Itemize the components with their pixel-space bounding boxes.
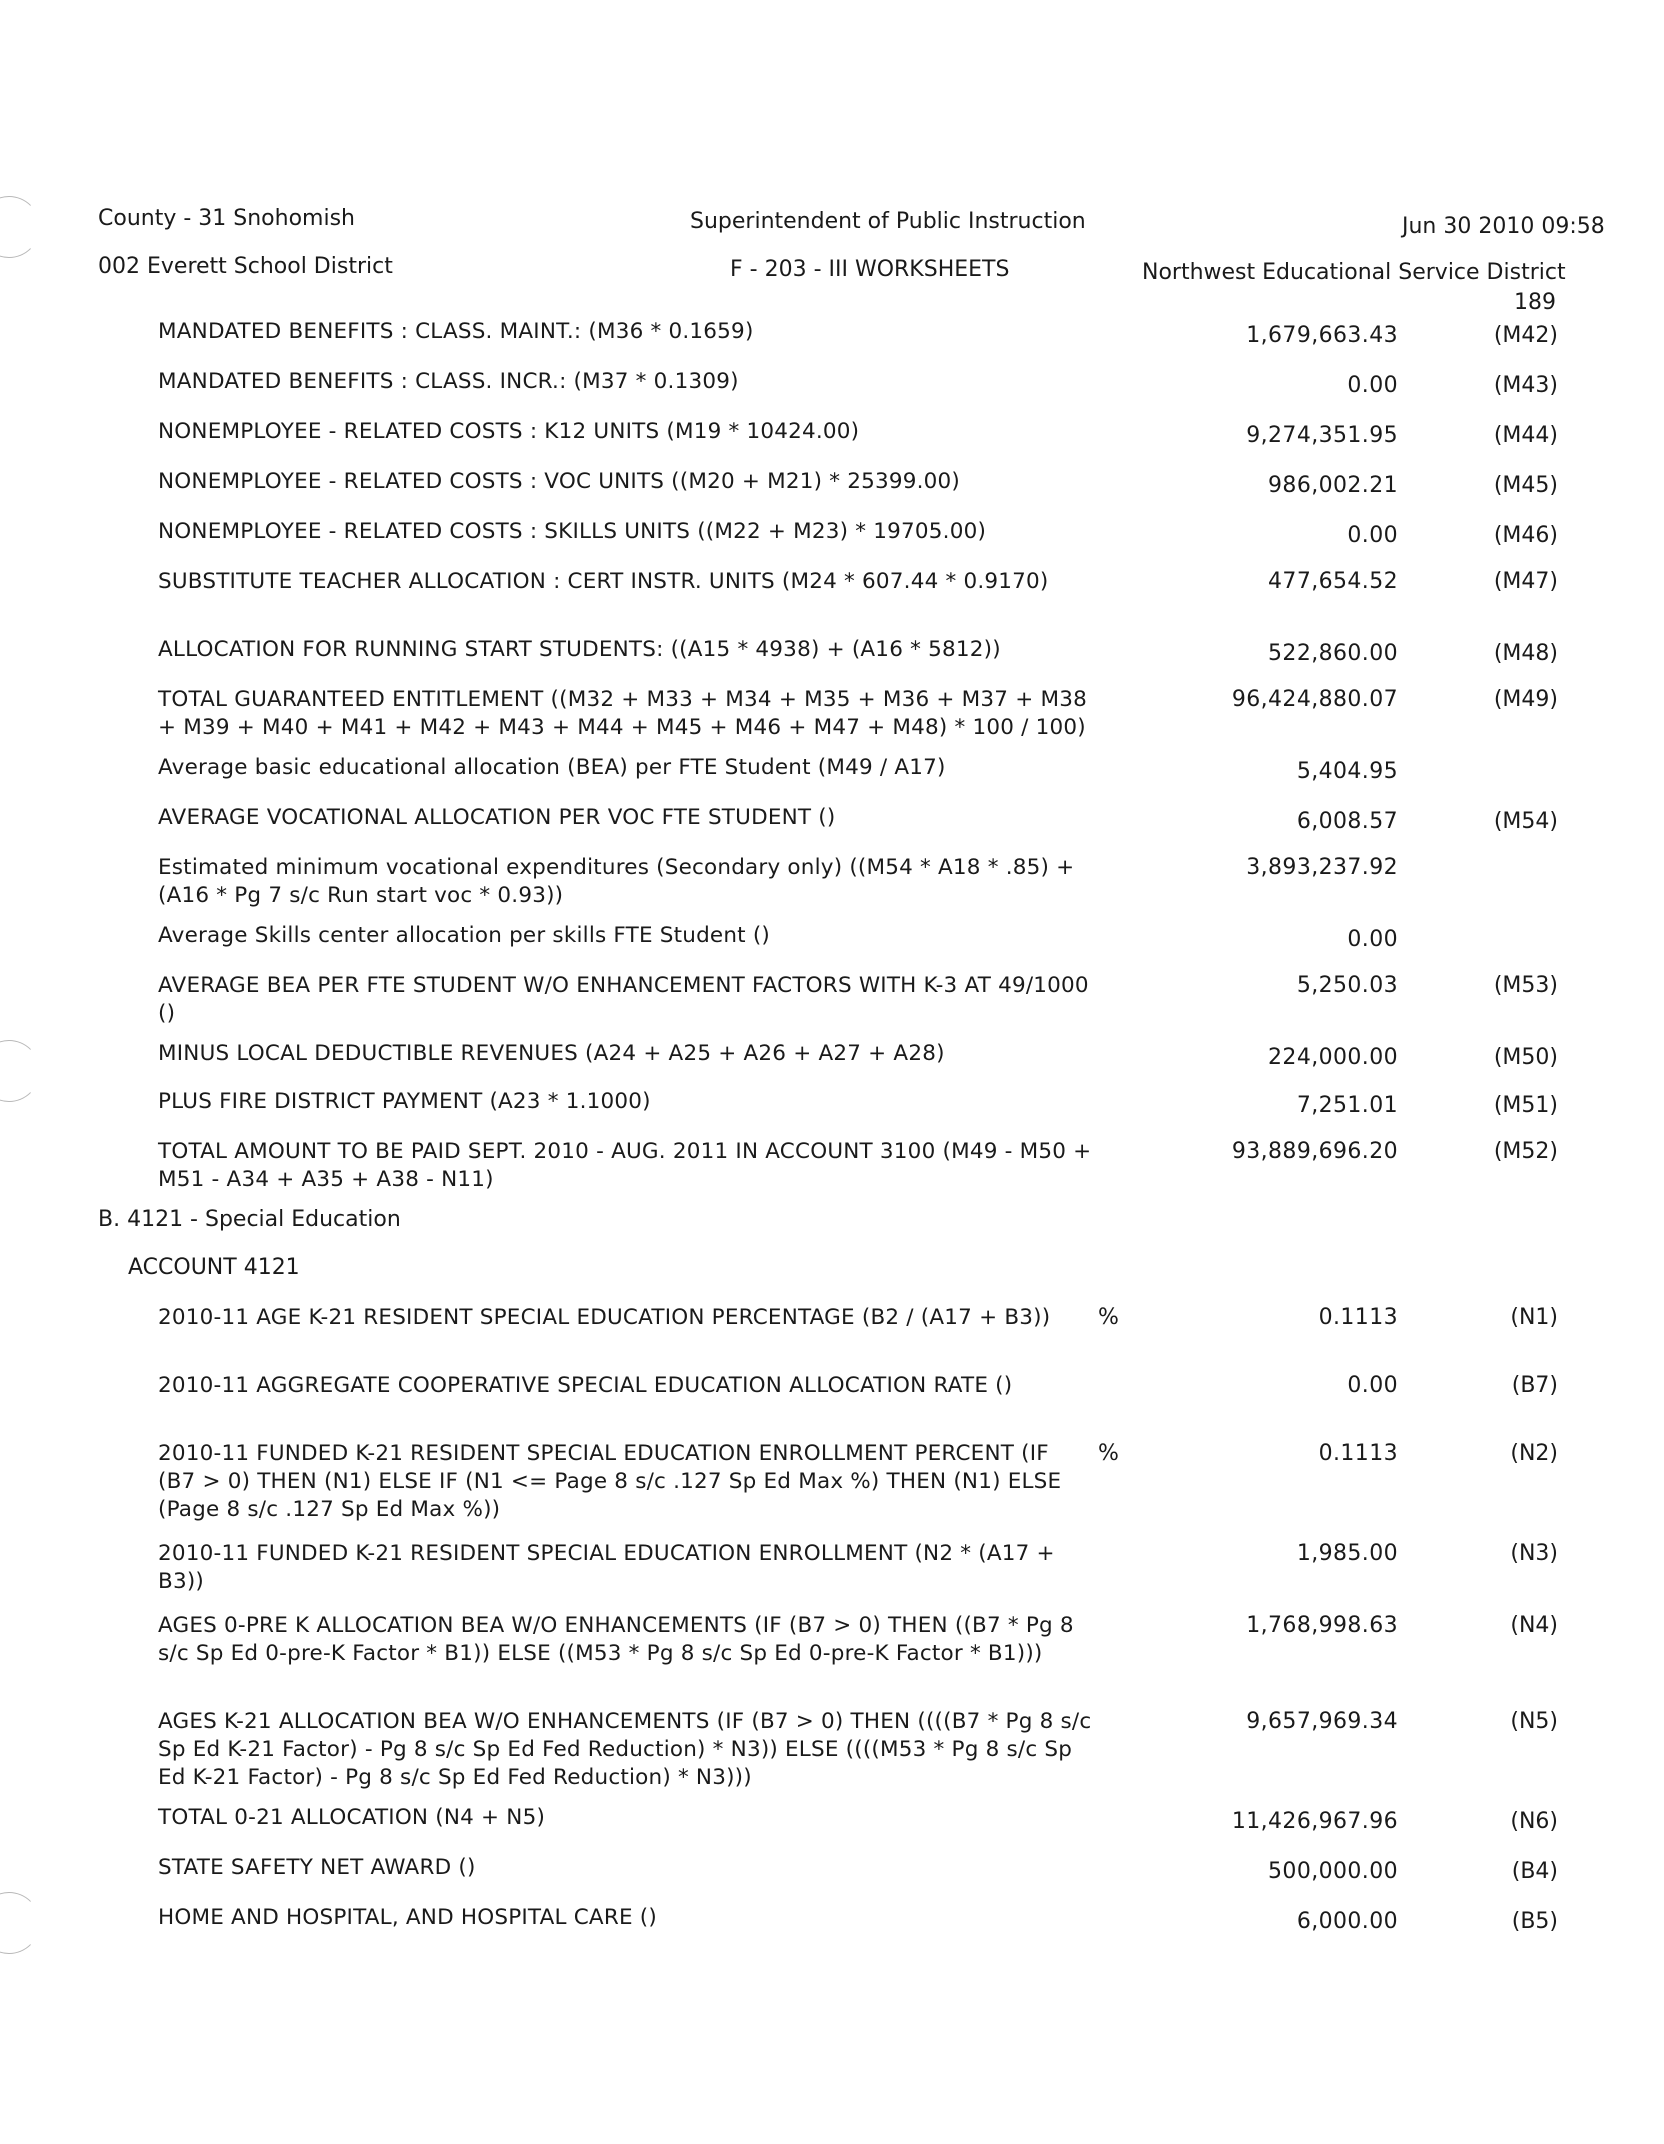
worksheet-row [0,1854,1664,1882]
account-heading: ACCOUNT 4121 [128,1255,300,1280]
row-code: (M43) [1493,373,1558,398]
row-value: 986,002.21 [1268,473,1398,498]
agency-label: Superintendent of Public Instruction [690,209,1086,234]
punch-hole-top [0,196,40,258]
row-description: HOME AND HOSPITAL, AND HOSPITAL CARE () [158,1905,657,1930]
worksheet-row [0,1372,1664,1428]
row-description: 2010-11 FUNDED K-21 RESIDENT SPECIAL EDUCATION ENROLLMENT PERCENT (IF (B7 > 0) THEN (N1) ELSE IF (N1 <= Page 8 s/c .127 Sp Ed Max %) THEN (N1) ELSE (Page 8 s/c .127 Sp Ed Max %)) [158,1441,1062,1522]
worksheet-row [0,754,1664,782]
row-value: 5,404.95 [1296,759,1398,784]
worksheet-row [0,468,1664,496]
row-unit: % [1098,1441,1119,1466]
row-value: 522,860.00 [1268,641,1398,666]
row-code: (N5) [1510,1709,1558,1734]
row-value: 7,251.01 [1296,1093,1398,1118]
row-value: 0.00 [1347,1373,1398,1398]
row-description: SUBSTITUTE TEACHER ALLOCATION : CERT INSTR. UNITS (M24 * 607.44 * 0.9170) [158,569,1049,594]
row-description: MINUS LOCAL DEDUCTIBLE REVENUES (A24 + A25 + A26 + A27 + A28) [158,1041,945,1066]
row-value: 9,657,969.34 [1246,1709,1398,1734]
row-description: 2010-11 FUNDED K-21 RESIDENT SPECIAL EDUCATION ENROLLMENT (N2 * (A17 + B3)) [158,1541,1055,1594]
row-code: (B4) [1511,1859,1558,1884]
row-value: 224,000.00 [1268,1045,1398,1070]
row-code: (N4) [1510,1613,1558,1638]
row-code: (N2) [1510,1441,1558,1466]
row-value: 500,000.00 [1268,1859,1398,1884]
worksheet-row [0,1804,1664,1832]
worksheet-row [0,1304,1664,1360]
form-title: F - 203 - III WORKSHEETS [730,257,1010,282]
row-code: (M44) [1493,423,1558,448]
row-code: (M46) [1493,523,1558,548]
row-value: 1,768,998.63 [1246,1613,1398,1638]
row-code: (N6) [1510,1809,1558,1834]
row-description: Average basic educational allocation (BEA) per FTE Student (M49 / A17) [158,755,946,780]
row-value: 96,424,880.07 [1231,687,1398,712]
row-description: NONEMPLOYEE - RELATED COSTS : K12 UNITS (M19 * 10424.00) [158,419,860,444]
row-code: (B7) [1511,1373,1558,1398]
worksheet-row [0,1440,1664,1524]
row-code: (M42) [1493,323,1558,348]
worksheet-row [0,1040,1664,1068]
row-value: 11,426,967.96 [1231,1809,1398,1834]
worksheet-row [0,1708,1664,1792]
row-code: (B5) [1511,1909,1558,1934]
row-code: (M47) [1493,569,1558,594]
worksheet-row [0,368,1664,396]
section-heading: B. 4121 - Special Education [98,1207,401,1232]
account-heading-row [0,1254,1664,1282]
row-description: STATE SAFETY NET AWARD () [158,1855,476,1880]
row-description: ALLOCATION FOR RUNNING START STUDENTS: ((A15 * 4938) + (A16 * 5812)) [158,637,1001,662]
row-description: Estimated minimum vocational expenditures (Secondary only) ((M54 * A18 * .85) + (A16 * Pg 7 s/c Run start voc * 0.93)) [158,855,1075,908]
row-unit: % [1098,1305,1119,1330]
row-code: (N1) [1510,1305,1558,1330]
worksheet-row [0,1612,1664,1696]
row-value: 0.1113 [1318,1305,1398,1330]
row-description: AVERAGE BEA PER FTE STUDENT W/O ENHANCEMENT FACTORS WITH K-3 AT 49/1000 () [158,973,1089,1026]
row-value: 6,008.57 [1296,809,1398,834]
worksheet-row [0,1540,1664,1596]
row-description: AGES 0-PRE K ALLOCATION BEA W/O ENHANCEMENTS (IF (B7 > 0) THEN ((B7 * Pg 8 s/c Sp Ed 0-pre-K Factor * B1)) ELSE ((M53 * Pg 8 s/c Sp Ed 0-pre-K Factor * B1))) [158,1613,1074,1666]
row-value: 6,000.00 [1296,1909,1398,1934]
worksheet-row [0,518,1664,546]
row-code: (M52) [1493,1139,1558,1164]
section-heading-row [0,1206,1664,1234]
row-code: (M45) [1493,473,1558,498]
row-code: (M51) [1493,1093,1558,1118]
row-description: Average Skills center allocation per skills FTE Student () [158,923,771,948]
row-value: 93,889,696.20 [1231,1139,1398,1164]
row-description: NONEMPLOYEE - RELATED COSTS : VOC UNITS ((M20 + M21) * 25399.00) [158,469,961,494]
row-code: (N3) [1510,1541,1558,1566]
worksheet-row [0,636,1664,664]
row-code: (M48) [1493,641,1558,666]
row-value: 0.00 [1347,927,1398,952]
row-description: NONEMPLOYEE - RELATED COSTS : SKILLS UNITS ((M22 + M23) * 19705.00) [158,519,987,544]
row-value: 0.00 [1347,523,1398,548]
row-description: 2010-11 AGE K-21 RESIDENT SPECIAL EDUCATION PERCENTAGE (B2 / (A17 + B3)) [158,1305,1051,1330]
row-value: 477,654.52 [1268,569,1398,594]
row-description: TOTAL 0-21 ALLOCATION (N4 + N5) [158,1805,546,1830]
worksheet-row [0,1138,1664,1194]
worksheet-row [0,1088,1664,1116]
worksheet-row [0,568,1664,624]
row-description: AVERAGE VOCATIONAL ALLOCATION PER VOC FTE STUDENT () [158,805,836,830]
row-value: 3,893,237.92 [1246,855,1398,880]
row-code: (M50) [1493,1045,1558,1070]
worksheet-row [0,1904,1664,1932]
report-datetime: Jun 30 2010 09:58 [1402,214,1605,239]
row-description: PLUS FIRE DISTRICT PAYMENT (A23 * 1.1000) [158,1089,651,1114]
row-value: 1,985.00 [1296,1541,1398,1566]
worksheet-row [0,686,1664,742]
worksheet-row [0,972,1664,1028]
row-description: AGES K-21 ALLOCATION BEA W/O ENHANCEMENTS (IF (B7 > 0) THEN ((((B7 * Pg 8 s/c Sp Ed K-21 Factor) - Pg 8 s/c Sp Ed Fed Reduction) * N3)) ELSE ((((M53 * Pg 8 s/c Sp Ed K-21 Factor) - Pg 8 s/c Sp Ed Fed Reduction) * N3))) [158,1709,1092,1790]
row-description: TOTAL AMOUNT TO BE PAID SEPT. 2010 - AUG. 2011 IN ACCOUNT 3100 (M49 - M50 + M51 - A34 + A35 + A38 - N11) [158,1139,1092,1192]
row-value: 1,679,663.43 [1246,323,1398,348]
worksheet-row [0,854,1664,910]
row-value: 0.1113 [1318,1441,1398,1466]
row-description: TOTAL GUARANTEED ENTITLEMENT ((M32 + M33 + M34 + M35 + M36 + M37 + M38 + M39 + M40 + M41 + M42 + M43 + M44 + M45 + M46 + M47 + M48) * 100 / 100) [158,687,1087,740]
row-description: 2010-11 AGGREGATE COOPERATIVE SPECIAL EDUCATION ALLOCATION RATE () [158,1373,1013,1398]
worksheet-row [0,318,1664,346]
row-value: 0.00 [1347,373,1398,398]
row-description: MANDATED BENEFITS : CLASS. INCR.: (M37 * 0.1309) [158,369,739,394]
district-label: 002 Everett School District [98,254,393,279]
row-code: (M54) [1493,809,1558,834]
row-description: MANDATED BENEFITS : CLASS. MAINT.: (M36 * 0.1659) [158,319,754,344]
esd-name: Northwest Educational Service District [1142,260,1566,285]
esd-number: 189 [1514,290,1556,315]
row-value: 5,250.03 [1296,973,1398,998]
worksheet-row [0,804,1664,832]
county-label: County - 31 Snohomish [98,206,355,231]
row-code: (M53) [1493,973,1558,998]
worksheet-row [0,418,1664,446]
row-value: 9,274,351.95 [1246,423,1398,448]
worksheet-row [0,922,1664,950]
row-code: (M49) [1493,687,1558,712]
